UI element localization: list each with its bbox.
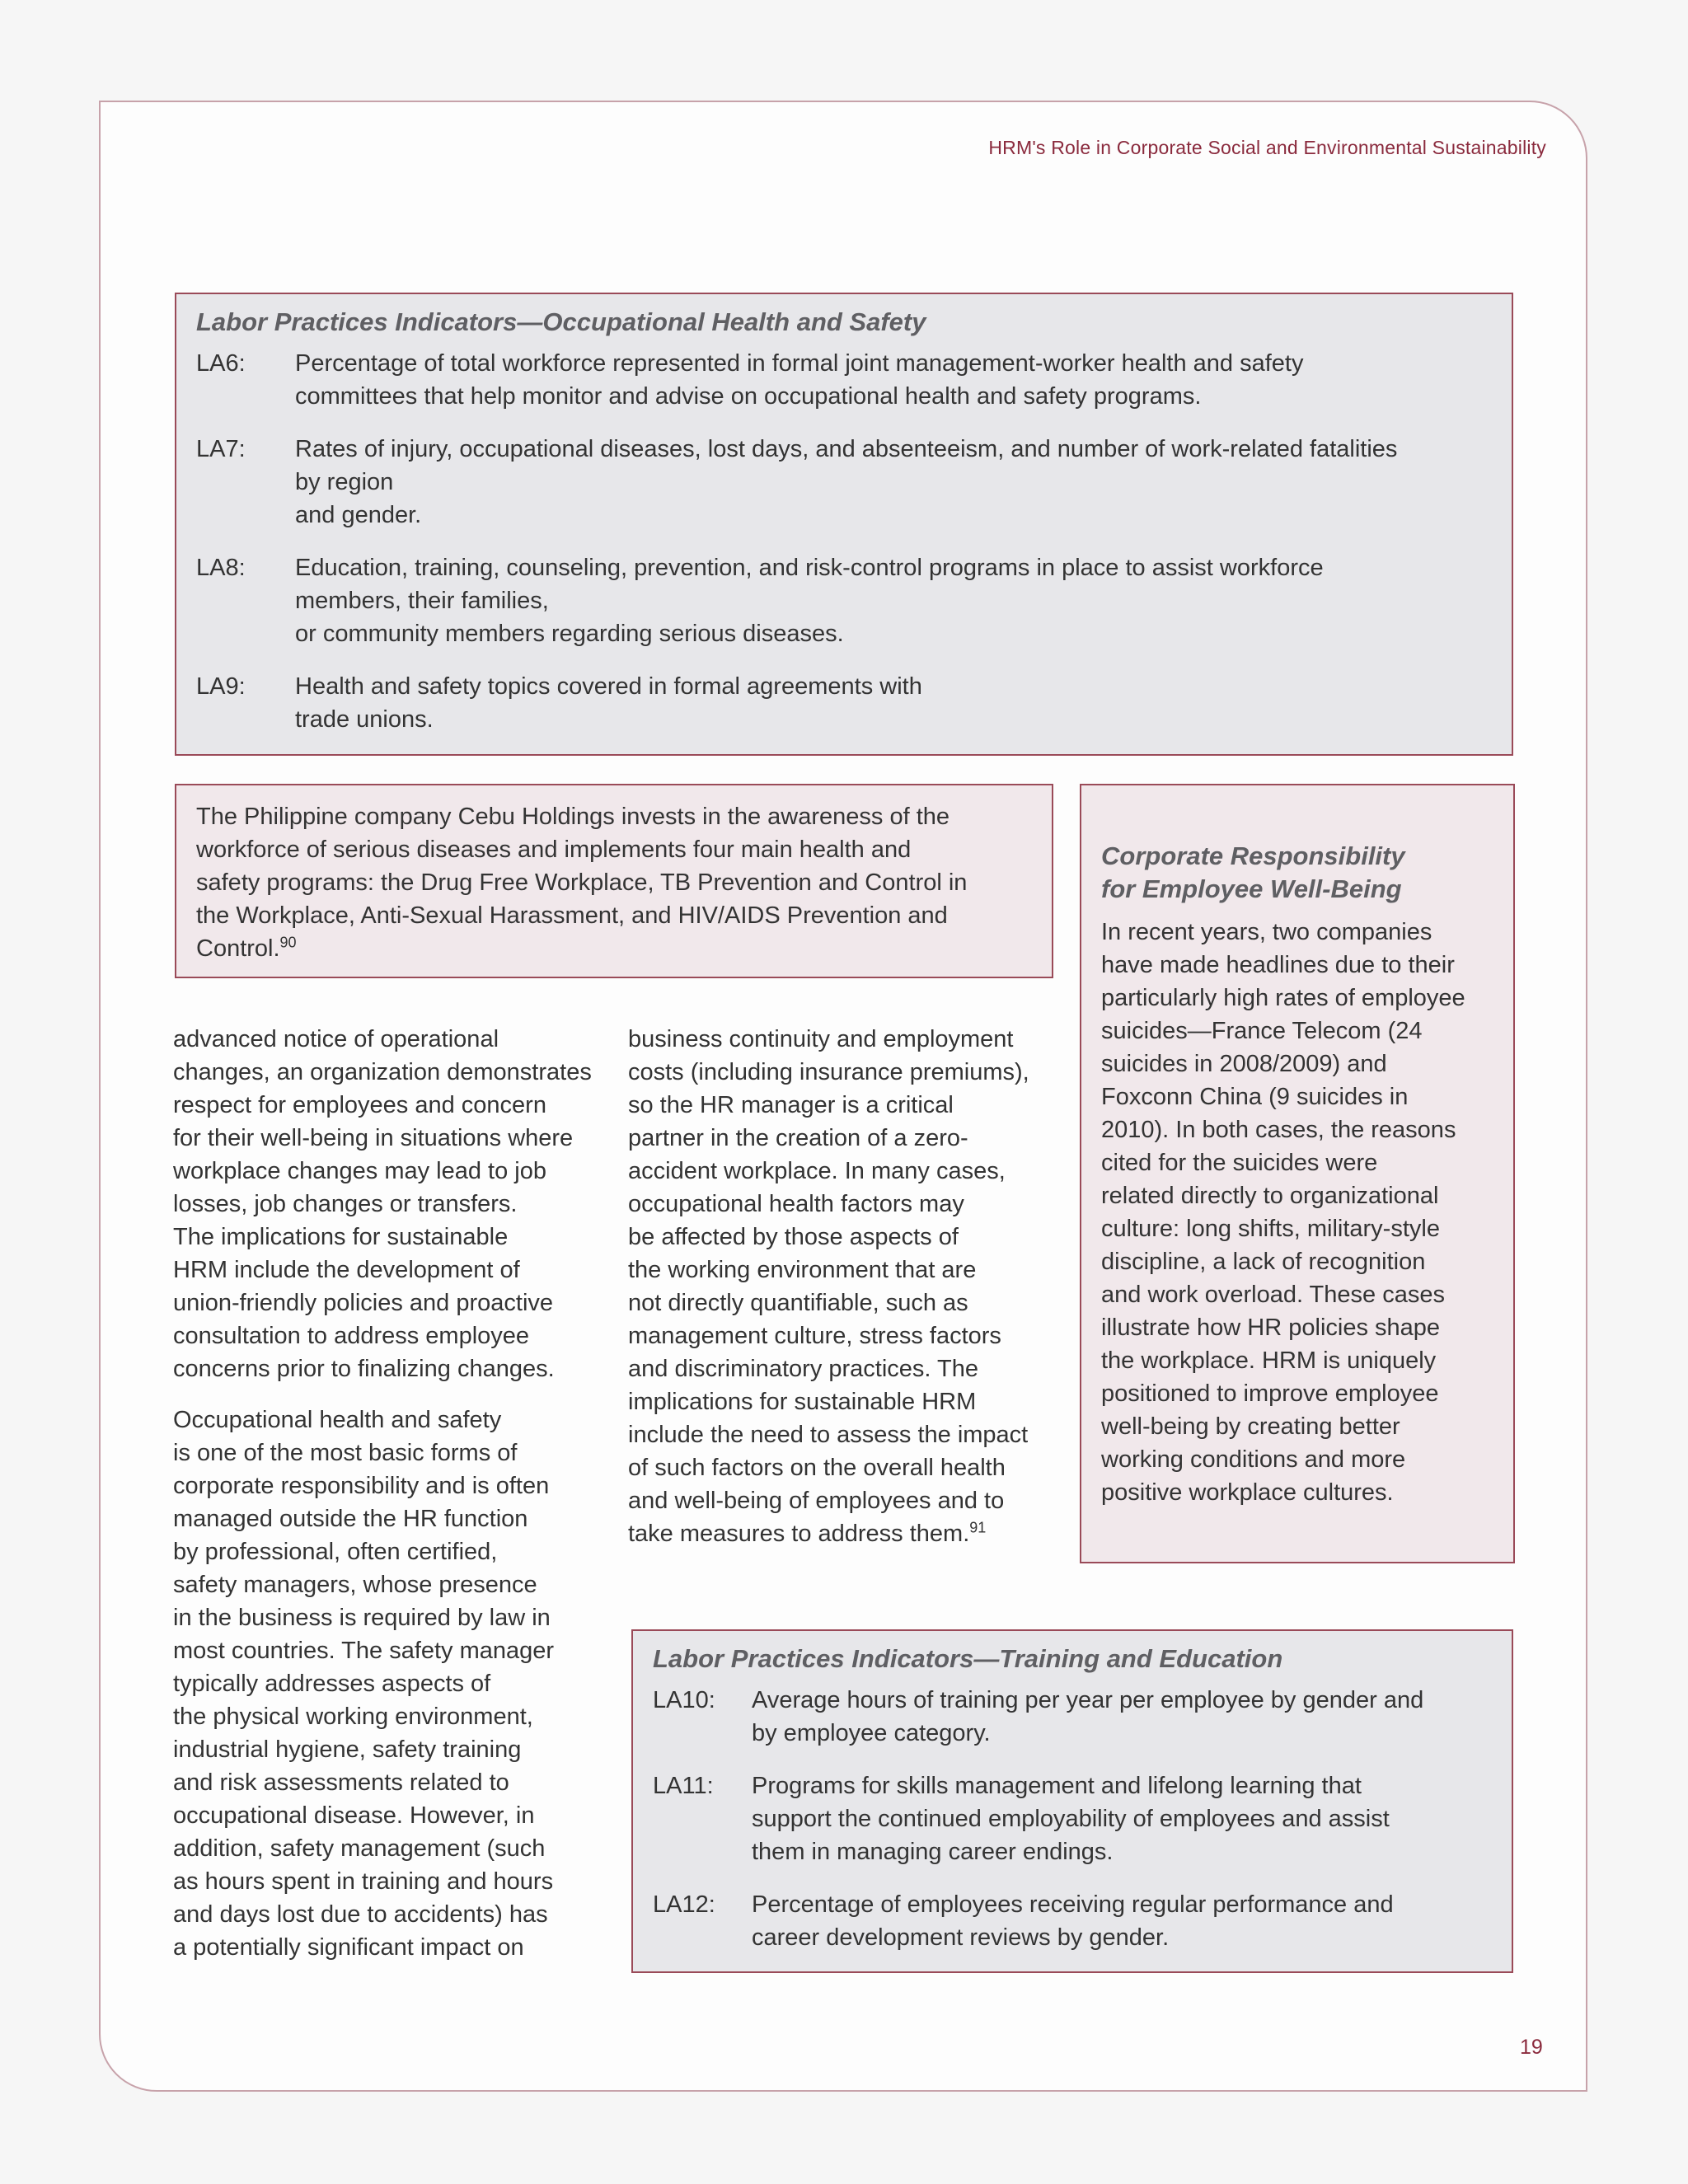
indicator-text-line: Percentage of total workforce represented in formal joint management-worker health and safety bbox=[295, 350, 1304, 377]
body-line: management culture, stress factors bbox=[628, 1323, 1001, 1349]
body-line: and well-being of employees and to bbox=[628, 1488, 1005, 1514]
indicator-row bbox=[196, 347, 1492, 413]
indicator-code: LA12: bbox=[653, 1891, 715, 1918]
indicator-code: LA7: bbox=[196, 436, 246, 462]
body-paragraph bbox=[628, 1023, 1057, 1550]
body-line: workplace changes may lead to job bbox=[173, 1158, 546, 1184]
indicator-row bbox=[653, 1888, 1492, 1954]
indicator-text-line: and gender. bbox=[295, 502, 422, 528]
wellbeing-text-line: Foxconn China (9 suicides in bbox=[1101, 1084, 1409, 1110]
body-line: implications for sustainable HRM bbox=[628, 1389, 977, 1415]
body-line: safety managers, whose presence bbox=[173, 1572, 537, 1598]
indicator-row bbox=[196, 670, 1492, 736]
indicator-row bbox=[653, 1769, 1492, 1868]
body-line: The implications for sustainable bbox=[173, 1224, 509, 1250]
body-line: most countries. The safety manager bbox=[173, 1638, 555, 1664]
body-column-middle bbox=[628, 1023, 1057, 1550]
body-line: so the HR manager is a critical bbox=[628, 1092, 954, 1118]
wellbeing-text-line: discipline, a lack of recognition bbox=[1101, 1249, 1426, 1275]
indicator-text-line: members, their families, bbox=[295, 588, 549, 614]
body-line: HRM include the development of bbox=[173, 1257, 520, 1283]
body-line: changes, an organization demonstrates bbox=[173, 1059, 592, 1085]
body-line: a potentially significant impact on bbox=[173, 1934, 524, 1961]
ohs-indicator-list bbox=[196, 347, 1492, 736]
indicator-text-line: them in managing career endings. bbox=[752, 1839, 1114, 1865]
indicator-text-line: by region bbox=[295, 469, 394, 495]
body-line: and discriminatory practices. The bbox=[628, 1356, 978, 1382]
training-indicators-box bbox=[631, 1629, 1513, 1973]
cebu-text-line: The Philippine company Cebu Holdings invests in the awareness of the bbox=[196, 804, 950, 830]
body-line: is one of the most basic forms of bbox=[173, 1440, 518, 1466]
body-line: costs (including insurance premiums), bbox=[628, 1059, 1029, 1085]
training-indicator-list bbox=[653, 1684, 1492, 1954]
indicator-text-line: Rates of injury, occupational diseases, lost days, and absenteeism, and number of work-related fatalities bbox=[295, 436, 1398, 462]
body-line: the physical working environment, bbox=[173, 1704, 533, 1730]
wellbeing-text-line: the workplace. HRM is uniquely bbox=[1101, 1347, 1437, 1374]
wellbeing-text-line: have made headlines due to their bbox=[1101, 952, 1455, 978]
body-line: not directly quantifiable, such as bbox=[628, 1290, 968, 1316]
body-line: of such factors on the overall health bbox=[628, 1455, 1006, 1481]
body-line: corporate responsibility and is often bbox=[173, 1473, 550, 1499]
wellbeing-text bbox=[1101, 916, 1493, 1509]
body-line: concerns prior to finalizing changes. bbox=[173, 1356, 555, 1382]
body-line: as hours spent in training and hours bbox=[173, 1868, 554, 1895]
indicator-text bbox=[752, 1769, 1492, 1868]
wellbeing-text-line: cited for the suicides were bbox=[1101, 1150, 1378, 1176]
indicator-text bbox=[295, 670, 1492, 736]
footnote-ref: 90 bbox=[279, 934, 297, 951]
body-line: losses, job changes or transfers. bbox=[173, 1191, 518, 1217]
body-line: addition, safety management (such bbox=[173, 1835, 546, 1862]
indicator-text-line: by employee category. bbox=[752, 1720, 991, 1746]
body-line: in the business is required by law in bbox=[173, 1605, 551, 1631]
indicator-code: LA9: bbox=[196, 673, 246, 700]
wellbeing-text-line: illustrate how HR policies shape bbox=[1101, 1315, 1441, 1341]
body-line: union-friendly policies and proactive bbox=[173, 1290, 554, 1316]
indicator-text bbox=[752, 1888, 1492, 1954]
body-line: take measures to address them.$^{91}$ bbox=[628, 1519, 987, 1547]
running-header: HRM's Role in Corporate Social and Environmental Sustainability bbox=[988, 137, 1546, 158]
indicator-text-line: career development reviews by gender. bbox=[752, 1924, 1170, 1951]
indicator-text-line: or community members regarding serious diseases. bbox=[295, 621, 844, 647]
indicator-code: LA8: bbox=[196, 555, 246, 581]
body-line: the working environment that are bbox=[628, 1257, 977, 1283]
body-line: respect for employees and concern bbox=[173, 1092, 546, 1118]
body-line: industrial hygiene, safety training bbox=[173, 1736, 522, 1763]
ohs-indicators-box bbox=[175, 293, 1513, 756]
indicator-code: LA11: bbox=[653, 1773, 714, 1799]
employee-wellbeing-box bbox=[1080, 784, 1515, 1563]
body-line: and risk assessments related to bbox=[173, 1769, 509, 1796]
cebu-text-line: workforce of serious diseases and implements four main health and bbox=[196, 837, 912, 863]
wellbeing-text-line: and work overload. These cases bbox=[1101, 1282, 1445, 1308]
body-paragraph bbox=[173, 1404, 602, 1964]
indicator-text bbox=[295, 433, 1492, 532]
wellbeing-text-line: culture: long shifts, military-style bbox=[1101, 1216, 1440, 1242]
indicator-text-line: Programs for skills management and lifelong learning that bbox=[752, 1773, 1362, 1799]
cebu-text-line: safety programs: the Drug Free Workplace, TB Prevention and Control in bbox=[196, 869, 968, 896]
body-line: and days lost due to accidents) has bbox=[173, 1901, 548, 1928]
body-line: typically addresses aspects of bbox=[173, 1671, 491, 1697]
indicator-text-line: committees that help monitor and advise on occupational health and safety programs. bbox=[295, 383, 1202, 410]
ohs-box-title: Labor Practices Indicators—Occupational Health and Safety bbox=[196, 307, 926, 336]
indicator-text-line: support the continued employability of employees and assist bbox=[752, 1806, 1390, 1832]
wellbeing-text-line: well-being by creating better bbox=[1101, 1413, 1400, 1440]
body-line: for their well-being in situations where bbox=[173, 1125, 574, 1151]
body-line: advanced notice of operational bbox=[173, 1026, 499, 1052]
indicator-text-line: Health and safety topics covered in formal agreements with bbox=[295, 673, 922, 700]
training-box-title: Labor Practices Indicators—Training and Education bbox=[653, 1644, 1283, 1673]
wellbeing-text-line: particularly high rates of employee bbox=[1101, 985, 1465, 1011]
body-line: by professional, often certified, bbox=[173, 1539, 498, 1565]
page-number: 19 bbox=[1520, 2036, 1543, 2059]
body-line: be affected by those aspects of bbox=[628, 1224, 959, 1250]
body-line: partner in the creation of a zero- bbox=[628, 1125, 968, 1151]
indicator-text-line: trade unions. bbox=[295, 706, 434, 733]
indicator-row bbox=[196, 551, 1492, 650]
indicator-text bbox=[295, 551, 1492, 650]
indicator-text-line: Percentage of employees receiving regular performance and bbox=[752, 1891, 1394, 1918]
indicator-text-line: Education, training, counseling, prevention, and risk-control programs in place to assist workforce bbox=[295, 555, 1324, 581]
wellbeing-text-line: related directly to organizational bbox=[1101, 1183, 1439, 1209]
indicator-text-line: Average hours of training per year per employee by gender and bbox=[752, 1687, 1424, 1713]
wellbeing-text-line: working conditions and more bbox=[1101, 1446, 1406, 1473]
body-line: consultation to address employee bbox=[173, 1323, 530, 1349]
indicator-row bbox=[653, 1684, 1492, 1750]
body-line: business continuity and employment bbox=[628, 1026, 1014, 1052]
wellbeing-text-line: In recent years, two companies bbox=[1101, 919, 1432, 945]
indicator-code: LA6: bbox=[196, 350, 246, 377]
body-line: occupational health factors may bbox=[628, 1191, 964, 1217]
cebu-holdings-box bbox=[175, 784, 1053, 978]
body-line: managed outside the HR function bbox=[173, 1506, 528, 1532]
indicator-code: LA10: bbox=[653, 1687, 715, 1713]
cebu-text-line: the Workplace, Anti-Sexual Harassment, and HIV/AIDS Prevention and bbox=[196, 902, 948, 929]
body-line: Occupational health and safety bbox=[173, 1407, 502, 1433]
wellbeing-text-line: positioned to improve employee bbox=[1101, 1380, 1439, 1407]
wellbeing-box-title bbox=[1101, 840, 1493, 906]
body-line: include the need to assess the impact bbox=[628, 1422, 1029, 1448]
wellbeing-text-line: suicides—France Telecom (24 bbox=[1101, 1018, 1423, 1044]
wellbeing-title-line: for Employee Well-Being bbox=[1101, 874, 1402, 903]
wellbeing-text-line: positive workplace cultures. bbox=[1101, 1479, 1394, 1506]
cebu-text bbox=[196, 800, 1032, 965]
footnote-ref: 91 bbox=[969, 1519, 987, 1536]
indicator-text bbox=[295, 347, 1492, 413]
body-line: occupational disease. However, in bbox=[173, 1802, 535, 1829]
indicator-row bbox=[196, 433, 1492, 532]
cebu-text-line: Control.$^{90}$ bbox=[196, 934, 297, 962]
body-paragraph bbox=[173, 1023, 602, 1385]
indicator-text bbox=[752, 1684, 1492, 1750]
body-column-left bbox=[173, 1023, 602, 1964]
body-line: accident workplace. In many cases, bbox=[628, 1158, 1006, 1184]
wellbeing-text-line: 2010). In both cases, the reasons bbox=[1101, 1117, 1456, 1143]
wellbeing-title-line: Corporate Responsibility bbox=[1101, 841, 1405, 870]
wellbeing-text-line: suicides in 2008/2009) and bbox=[1101, 1051, 1387, 1077]
